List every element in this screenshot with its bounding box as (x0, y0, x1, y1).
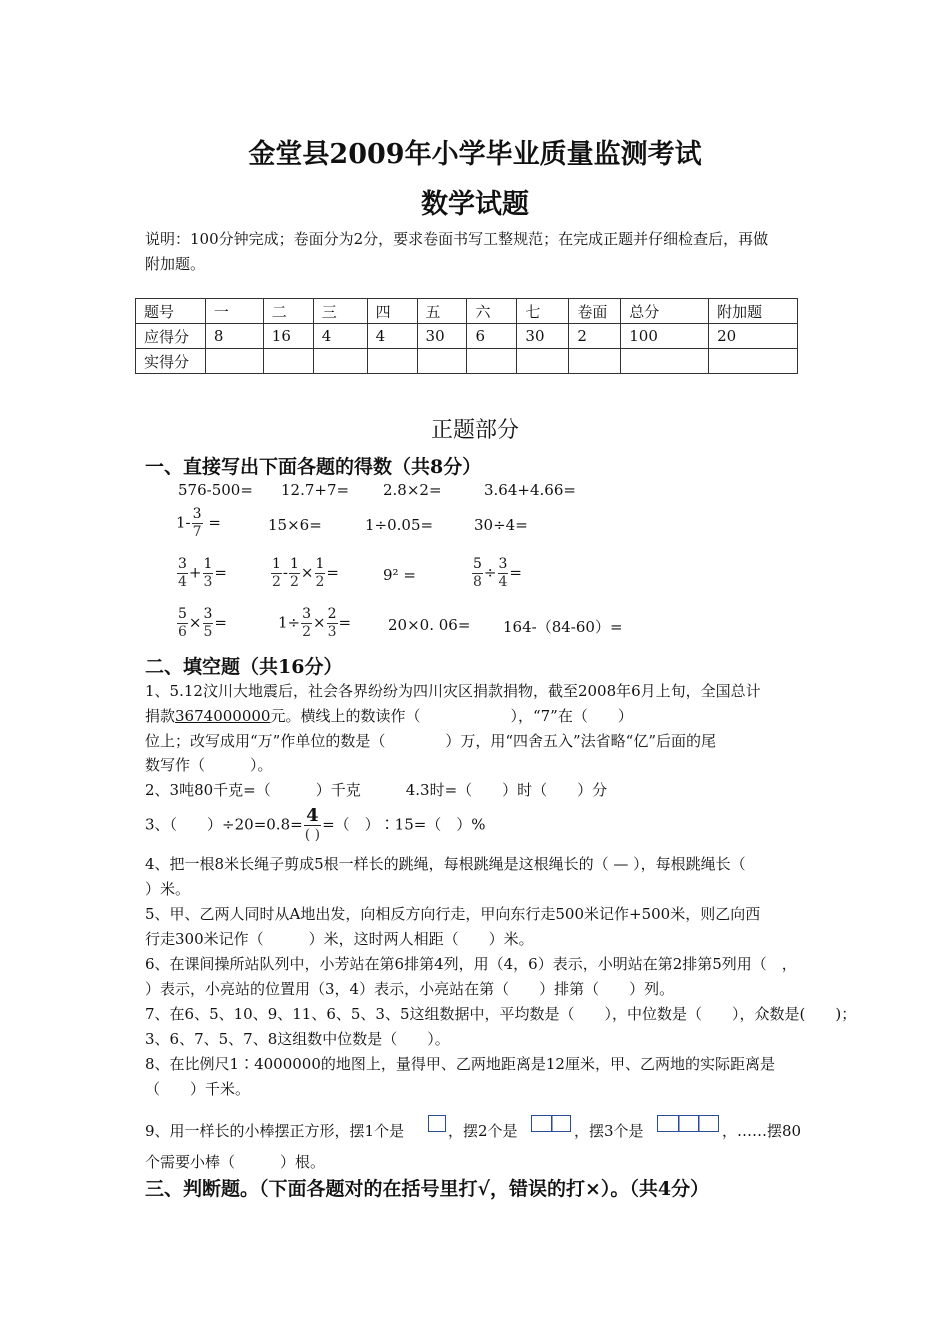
q1-item: 20×0. 06= (388, 616, 471, 634)
q2-item-7: 7、在6、5、10、9、11、6、5、3、5这组数据中，平均数是（ ），中位数是（ ），众数是( )； (145, 1005, 857, 1023)
q2-item-8: （ ）千米。 (145, 1080, 251, 1098)
table-cell: 二 (263, 299, 313, 324)
text: = (203, 513, 221, 532)
q3-heading: 三、判断题。（下面各题对的在括号里打√，错误的打×）。（共4分） (145, 1178, 710, 1200)
q1-item (176, 506, 221, 541)
text: 1- (176, 513, 191, 532)
table-cell: 2 (569, 324, 621, 349)
table-cell[interactable] (313, 349, 367, 374)
score-table (135, 298, 798, 374)
q2-item-9: 9、用一样长的小棒摆正方形，摆1个是 (145, 1122, 405, 1140)
square-1-figure (428, 1115, 446, 1132)
q1-item: $\frac{5}{8}$ ÷ $\frac{3}{4}$ = (473, 556, 522, 590)
score-table-points-row (136, 324, 798, 349)
score-table-header-row (136, 299, 798, 324)
table-cell: 总分 (621, 299, 709, 324)
q2-item-6: ）表示，小亮站的位置用（3，4）表示，小亮站在第（ ）排第（ ）列。 (145, 980, 675, 998)
q2-item-4: ）米。 (145, 880, 191, 898)
table-cell: 8 (205, 324, 263, 349)
q1-item: 1÷0.05= (365, 516, 434, 534)
q1-item: 3.64+4.66= (484, 481, 576, 499)
table-cell[interactable] (467, 349, 517, 374)
table-cell[interactable] (205, 349, 263, 374)
q2-item-9: ，摆3个是 (574, 1122, 644, 1140)
table-cell: 30 (517, 324, 569, 349)
table-cell: 三 (313, 299, 367, 324)
q1-item: 30÷4= (474, 516, 528, 534)
table-cell: 4 (367, 324, 417, 349)
q1-item: 576-500= (178, 481, 253, 499)
q2-item-9: 个需要小棒（ ）根。 (145, 1153, 326, 1171)
q1-item: 12.7+7= (281, 481, 350, 499)
table-cell[interactable] (517, 349, 569, 374)
fraction: $\frac{3}{7}$ (192, 506, 202, 540)
q2-item-5: 5、甲、乙两人同时从A地出发，向相反方向行走，甲向东行走500米记作+500米，则乙向西 (145, 905, 761, 923)
table-cell: 20 (709, 324, 798, 349)
table-cell: 四 (367, 299, 417, 324)
table-cell: 一 (205, 299, 263, 324)
table-cell: 题号 (136, 299, 206, 324)
table-cell: 16 (263, 324, 313, 349)
q1-item: 9² = (383, 566, 416, 584)
q2-item-5: 行走300米记作（ ）米，这时两人相距（ ）米。 (145, 930, 534, 948)
square-3-figure (657, 1115, 719, 1132)
q2-item-1: 数写作（ ）。 (145, 756, 273, 774)
table-cell[interactable] (709, 349, 798, 374)
q1-heading: 一、直接写出下面各题的得数（共8分） (145, 456, 482, 478)
q2-item-9: ，摆2个是 (448, 1122, 518, 1140)
q1-item: 2.8×2= (383, 481, 442, 499)
exam-subtitle: 数学试题 (421, 189, 529, 220)
table-cell: 应得分 (136, 324, 206, 349)
q2-item-6: 6、在课间操所站队列中，小芳站在第6排第4列，用（4，6）表示，小明站在第2排第5列用（ ， (145, 955, 797, 973)
table-cell: 附加题 (709, 299, 798, 324)
q2-item-1: 位上；改写成用“万”作单位的数是（ ）万，用“四舍五入”法省略“亿”后面的尾 (145, 732, 717, 750)
table-cell: 100 (621, 324, 709, 349)
instructions-line-2: 附加题。 (145, 255, 206, 273)
q2-item-3: 3、（ ）÷20=0.8= $\frac{4}{( )}$ =（ ）∶15=（ ）% (145, 805, 486, 843)
table-cell: 实得分 (136, 349, 206, 374)
table-cell[interactable] (263, 349, 313, 374)
q2-item-2: 2、3吨80千克=（ ）千克 4.3时=（ ）时（ ）分 (145, 781, 608, 799)
q1-item: 164-（84-60）= (503, 618, 623, 636)
q1-item: $\frac{5}{6}$ × $\frac{3}{5}$ = (178, 606, 227, 640)
table-cell[interactable] (569, 349, 621, 374)
q1-item: 1÷ $\frac{3}{2}$ × $\frac{2}{3}$ = (278, 606, 352, 640)
table-cell: 六 (467, 299, 517, 324)
table-cell: 卷面 (569, 299, 621, 324)
q2-item-9: ，……摆80 (722, 1122, 802, 1140)
section-title: 正题部分 (430, 418, 519, 443)
table-cell[interactable] (417, 349, 467, 374)
q1-item: 15×6= (268, 516, 322, 534)
q2-heading: 二、填空题（共16分） (145, 656, 343, 678)
table-cell: 4 (313, 324, 367, 349)
instructions-line-1: 说明：100分钟完成；卷面分为2分，要求卷面书写工整规范；在完成正题并仔细检查后，再做 (145, 230, 769, 248)
q2-item-4: 4、把一根8米长绳子剪成5根一样长的跳绳，每根跳绳是这根绳长的（ — ），每根跳绳长（ (145, 855, 746, 873)
q2-item-7: 3、6、7、5、7、8这组数中位数是（ ）。 (145, 1030, 450, 1048)
table-cell: 30 (417, 324, 467, 349)
exam-title: 金堂县2009年小学毕业质量监测考试 (248, 139, 702, 170)
q1-item: $\frac{3}{4}$ + $\frac{1}{3}$ = (178, 556, 227, 590)
score-table-earned-row (136, 349, 798, 374)
table-cell: 七 (517, 299, 569, 324)
q2-item-1: 1、5.12汶川大地震后，社会各界纷纷为四川灾区捐款捐物，截至2008年6月上旬，全国总计 (145, 682, 761, 700)
q2-item-8: 8、在比例尺1∶4000000的地图上，量得甲、乙两地距离是12厘米，甲、乙两地的实际距离是 (145, 1055, 775, 1073)
table-cell[interactable] (367, 349, 417, 374)
square-2-figure (531, 1115, 571, 1132)
q2-item-1: 捐款3674000000元。横线上的数读作（ ），“7”在（ ） (145, 707, 633, 725)
table-cell: 6 (467, 324, 517, 349)
table-cell[interactable] (621, 349, 709, 374)
q1-item: $\frac{1}{2}$ - $\frac{1}{2}$ × $\frac{1}{2}$ = (272, 556, 339, 590)
table-cell: 五 (417, 299, 467, 324)
